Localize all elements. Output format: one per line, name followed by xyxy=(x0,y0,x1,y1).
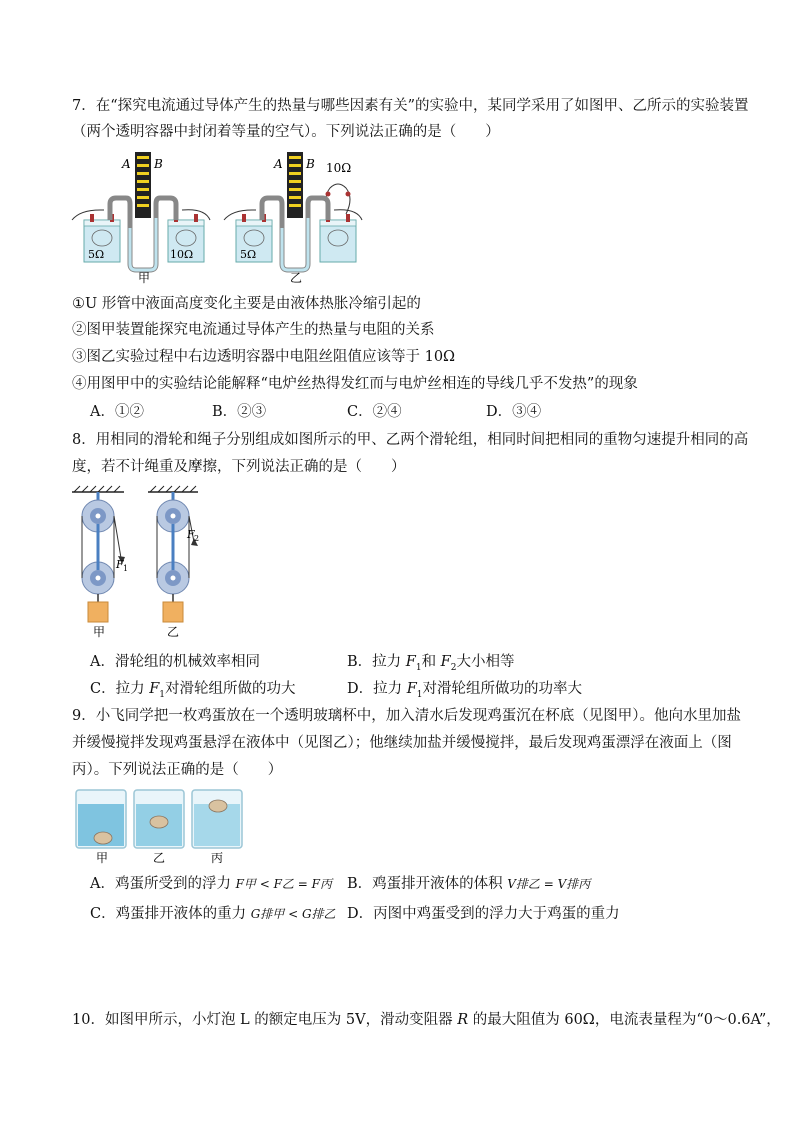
q9-option-a: A．鸡蛋所受到的浮力 F甲 < F乙 = F丙 xyxy=(90,876,332,892)
q9-stem-line2: 并缓慢搅拌发现鸡蛋悬浮在液体中（见图乙）；他继续加盐并缓慢搅拌，最后发现鸡蛋漂浮在液面上（图 xyxy=(72,735,732,751)
q7-res-right1: 10Ω xyxy=(170,248,194,261)
q7-statement-4: ④用图甲中的实验结论能解释“电炉丝热得发红而与电炉丝相连的导线几乎不发热”的现象 xyxy=(72,376,638,392)
q7-res-left2: 5Ω xyxy=(240,248,257,261)
q7-option-c: C．②④ xyxy=(347,404,402,420)
q9-stem-line1: 9．小飞同学把一枚鸡蛋放在一个透明玻璃杯中，加入清水后发现鸡蛋沉在杯底（见图甲）。他向水里加盐 xyxy=(72,708,741,724)
q7-statement-2: ②图甲装置能探究电流通过导体产生的热量与电阻的关系 xyxy=(72,322,435,338)
q8-option-d: D．拉力 $F_1$对滑轮组所做功的功率大 xyxy=(347,681,583,700)
q8-option-c: C．拉力 $F_1$对滑轮组所做的功大 xyxy=(90,681,296,700)
q8-f1-label: F xyxy=(116,558,124,571)
q7-statement-3: ③图乙实验过程中右边透明容器中电阻丝阻值应该等于 10Ω xyxy=(72,349,456,365)
q7-option-b: B．②③ xyxy=(212,404,267,420)
q7-option-d: D．③④ xyxy=(486,404,542,420)
q9-caption-bing: 丙 xyxy=(211,851,224,865)
q7-stem-line1: 7．在“探究电流通过导体产生的热量与哪些因素有关”的实验中，某同学采用了如图甲、乙所示的实验装置 xyxy=(72,98,749,114)
q8-stem-line2: 度，若不计绳重及摩擦，下列说法正确的是（ ） xyxy=(72,459,406,475)
q8-option-b: B．拉力 $F_1$和 $F_2$大小相等 xyxy=(347,654,515,673)
q9-option-d: D．丙图中鸡蛋受到的浮力大于鸡蛋的重力 xyxy=(347,906,620,922)
q8-stem-line1: 8．用相同的滑轮和绳子分别组成如图所示的甲、乙两个滑轮组，相同时间把相同的重物匀速提升相同的高 xyxy=(72,432,749,448)
q9-option-b: B．鸡蛋排开液体的体积 V排乙 = V排丙 xyxy=(347,876,591,892)
q7-res-top2: 10Ω xyxy=(326,161,352,175)
q8-caption-yi: 乙 xyxy=(167,625,180,639)
q8-figure xyxy=(66,484,216,644)
q8-f2-sub: 2 xyxy=(194,534,200,543)
q7-figure-yi xyxy=(222,148,372,288)
q7-stem-line2: （两个透明容器中封闭着等量的空气）。下列说法正确的是（ ） xyxy=(72,124,500,140)
q8-option-a: A．滑轮组的机械效率相同 xyxy=(90,654,260,670)
q7-caption-yi: 乙 xyxy=(290,271,303,285)
q9-figure xyxy=(72,786,252,868)
q7-statement-1: ①U 形管中液面高度变化主要是由液体热胀冷缩引起的 xyxy=(72,296,421,312)
q7-label-a1: A xyxy=(122,157,131,171)
q9-caption-jia: 甲 xyxy=(96,851,109,865)
q7-caption-jia: 甲 xyxy=(138,271,151,285)
q8-caption-jia: 甲 xyxy=(93,625,106,639)
q8-f1-sub: 1 xyxy=(123,564,129,573)
q7-figure-jia xyxy=(70,148,220,288)
q7-res-left1: 5Ω xyxy=(88,248,105,261)
q10-stem-line1: 10．如图甲所示，小灯泡 L 的额定电压为 5V，滑动变阻器 R 的最大阻值为 60Ω，电流表量程为“0～0.6A”， xyxy=(72,1012,781,1028)
q7-label-a2: A xyxy=(274,157,283,171)
q9-caption-yi: 乙 xyxy=(153,851,166,865)
q7-label-b2: B xyxy=(306,157,315,171)
q9-option-c: C．鸡蛋排开液体的重力 G排甲 < G排乙 xyxy=(90,906,336,922)
q7-label-b1: B xyxy=(154,157,163,171)
q9-stem-line3: 丙）。下列说法正确的是（ ） xyxy=(72,762,283,778)
q8-f2-label: F xyxy=(187,528,195,541)
q7-option-a: A．①② xyxy=(90,404,144,420)
